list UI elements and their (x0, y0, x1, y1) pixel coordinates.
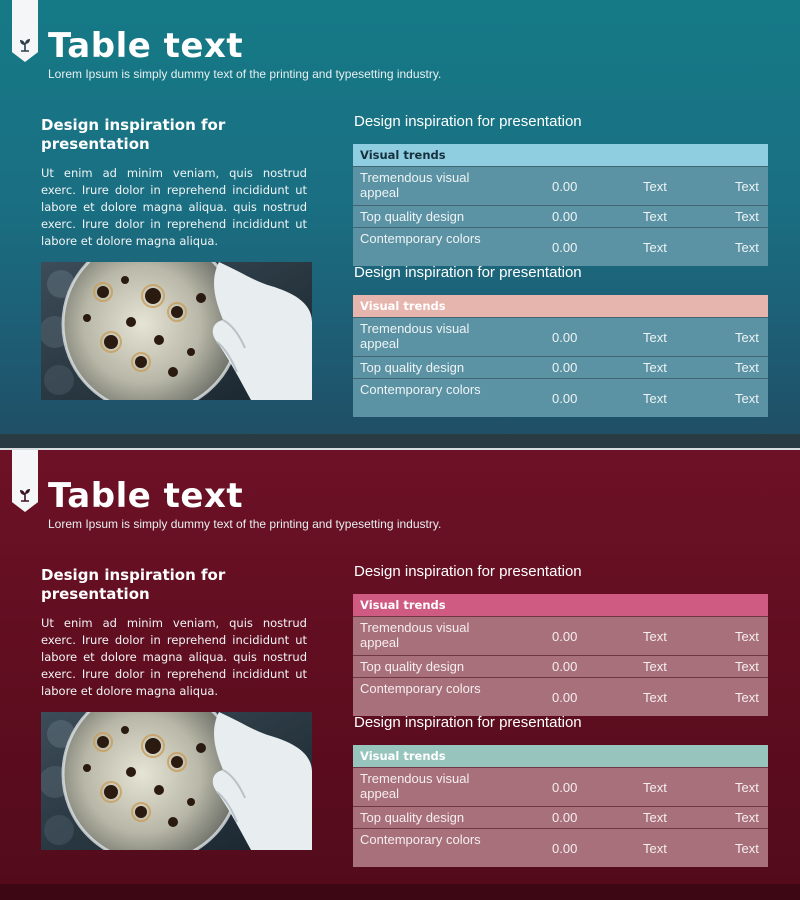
row-value: 0.00 (552, 209, 578, 224)
row-text: Text (643, 690, 667, 705)
plant-icon (17, 36, 33, 52)
row-text: Text (643, 391, 667, 406)
petri-dish-image (41, 712, 312, 850)
row-text: Text (735, 209, 759, 224)
table-row (353, 205, 768, 227)
slide-subtitle: Lorem Ipsum is simply dummy text of the printing and typesetting industry. (48, 517, 442, 531)
row-text: Text (643, 209, 667, 224)
row-label: Tremendous visual appeal (360, 170, 470, 200)
row-text: Text (735, 391, 759, 406)
row-value: 0.00 (552, 841, 578, 856)
row-text: Text (643, 841, 667, 856)
row-text: Text (735, 330, 759, 345)
table-row (353, 677, 768, 716)
data-table (353, 295, 768, 417)
table-header: Visual trends (353, 745, 768, 767)
row-text: Text (643, 240, 667, 255)
table-row (353, 227, 768, 266)
slide-maroon (0, 450, 800, 900)
data-table (353, 144, 768, 266)
table-row (353, 378, 768, 417)
bottom-strip (0, 884, 800, 900)
row-text: Text (735, 780, 759, 795)
row-value: 0.00 (552, 360, 578, 375)
plant-icon (17, 486, 33, 502)
row-text: Text (735, 690, 759, 705)
petri-dish-image (41, 262, 312, 400)
row-text: Text (735, 240, 759, 255)
row-text: Text (643, 780, 667, 795)
row-value: 0.00 (552, 810, 578, 825)
row-text: Text (735, 810, 759, 825)
row-text: Text (643, 330, 667, 345)
table-row (353, 356, 768, 378)
data-table (353, 594, 768, 716)
left-body: Ut enim ad minim veniam, quis nostrud exerc. Irure dolor in reprehend incididunt ut labore et dolore magna aliqua. quis nostrud exerc. Irure dolor in reprehend incididunt ut labore et dolore magna aliqua. (41, 616, 307, 698)
table-title: Design inspiration for presentation (354, 714, 582, 731)
slide-title: Table text (48, 26, 244, 66)
row-value: 0.00 (552, 391, 578, 406)
row-value: 0.00 (552, 780, 578, 795)
table-header: Visual trends (353, 295, 768, 317)
row-value: 0.00 (552, 240, 578, 255)
row-text: Text (735, 179, 759, 194)
left-heading: Design inspiration for presentation (41, 116, 226, 153)
row-text: Text (643, 629, 667, 644)
row-value: 0.00 (552, 690, 578, 705)
row-text: Text (735, 841, 759, 856)
bookmark-icon (12, 450, 38, 512)
table-row (353, 655, 768, 677)
row-text: Text (643, 810, 667, 825)
table-row (353, 767, 768, 806)
row-value: 0.00 (552, 330, 578, 345)
row-label: Contemporary colors (360, 382, 481, 397)
row-label: Top quality design (360, 360, 465, 375)
table-row (353, 828, 768, 867)
left-heading: Design inspiration for presentation (41, 566, 226, 603)
table-title: Design inspiration for presentation (354, 264, 582, 281)
table-row (353, 616, 768, 655)
row-label: Contemporary colors (360, 231, 481, 246)
row-text: Text (735, 659, 759, 674)
table-title: Design inspiration for presentation (354, 113, 582, 130)
left-body: Ut enim ad minim veniam, quis nostrud exerc. Irure dolor in reprehend incididunt ut labore et dolore magna aliqua. quis nostrud exerc. Irure dolor in reprehend incididunt ut labore et dolore magna aliqua. (41, 166, 307, 248)
row-label: Contemporary colors (360, 832, 481, 847)
row-text: Text (643, 360, 667, 375)
row-label: Tremendous visual appeal (360, 321, 470, 351)
table-title: Design inspiration for presentation (354, 563, 582, 580)
petri-dish-photo (41, 712, 312, 850)
row-label: Contemporary colors (360, 681, 481, 696)
row-label: Top quality design (360, 810, 465, 825)
row-label: Top quality design (360, 209, 465, 224)
row-value: 0.00 (552, 629, 578, 644)
petri-dish-photo (41, 262, 312, 400)
bookmark-icon (12, 0, 38, 62)
row-text: Text (735, 360, 759, 375)
row-value: 0.00 (552, 179, 578, 194)
row-label: Tremendous visual appeal (360, 771, 470, 801)
row-text: Text (735, 629, 759, 644)
row-label: Top quality design (360, 659, 465, 674)
table-row (353, 166, 768, 205)
slide-subtitle: Lorem Ipsum is simply dummy text of the printing and typesetting industry. (48, 67, 442, 81)
table-row (353, 317, 768, 356)
row-label: Tremendous visual appeal (360, 620, 470, 650)
table-header: Visual trends (353, 144, 768, 166)
row-text: Text (643, 659, 667, 674)
data-table (353, 745, 768, 867)
row-text: Text (643, 179, 667, 194)
table-row (353, 806, 768, 828)
table-header: Visual trends (353, 594, 768, 616)
row-value: 0.00 (552, 659, 578, 674)
slide-title: Table text (48, 476, 244, 516)
